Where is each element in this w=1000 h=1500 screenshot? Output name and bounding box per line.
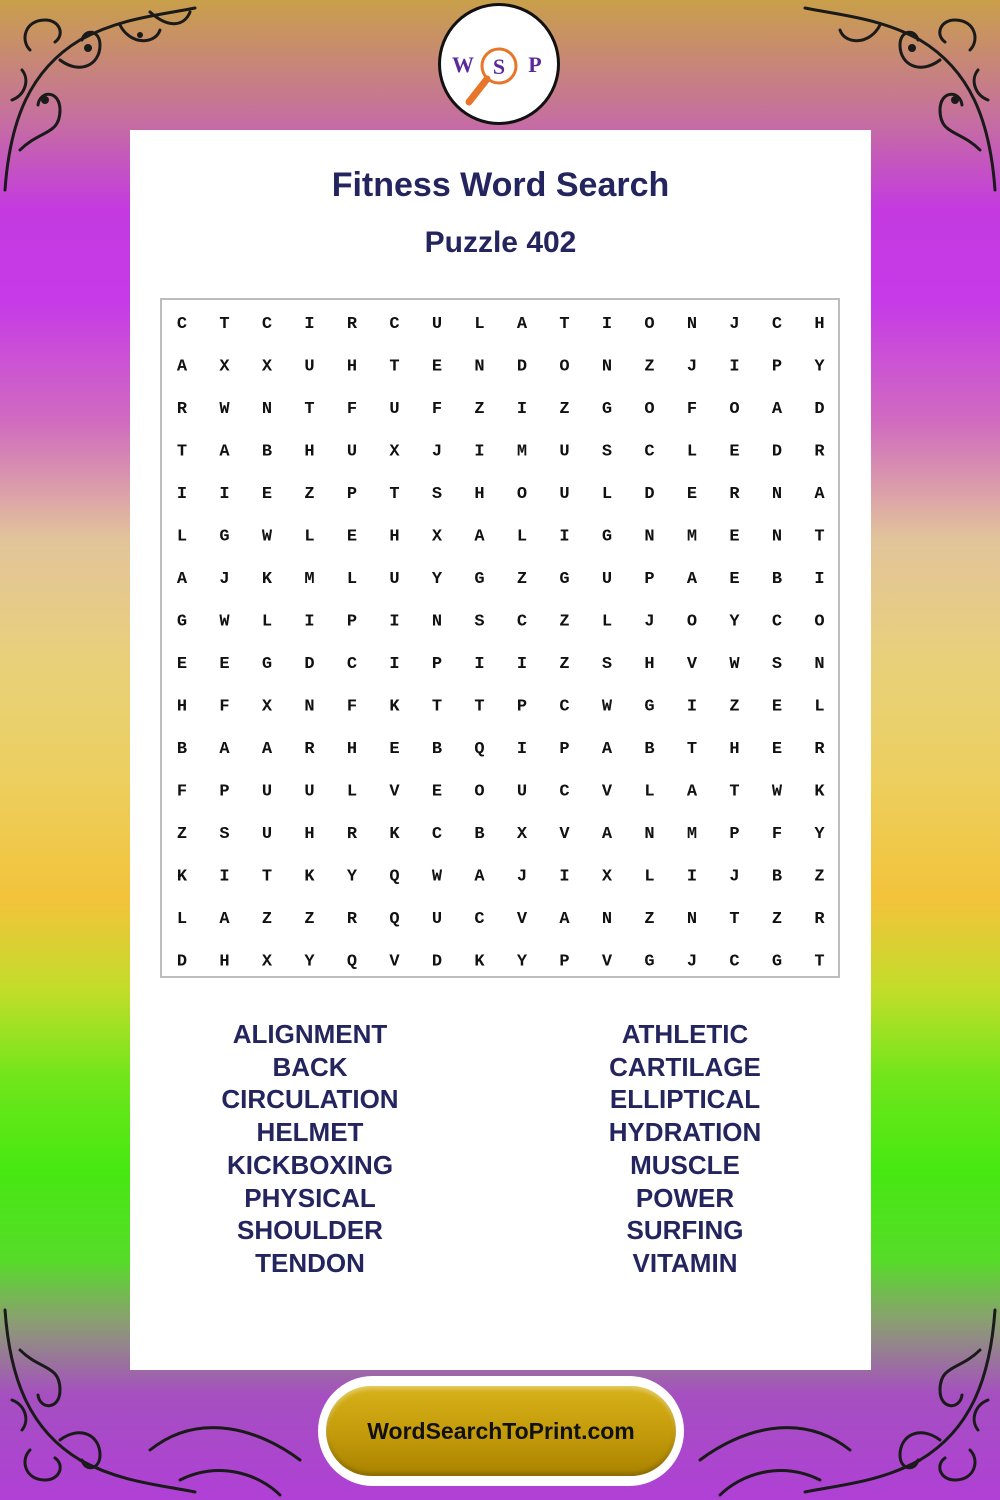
grid-letter[interactable]: E	[431, 782, 443, 802]
grid-letter[interactable]: H	[474, 485, 485, 504]
grid-letter[interactable]: L	[601, 485, 613, 504]
grid-letter[interactable]: C	[771, 612, 783, 632]
grid-letter[interactable]: W	[771, 782, 783, 802]
grid-letter[interactable]: K	[389, 697, 400, 717]
grid-letter[interactable]: G	[601, 400, 613, 419]
grid-letter[interactable]: K	[176, 867, 188, 887]
grid-letter[interactable]: P	[516, 697, 528, 717]
grid-letter[interactable]: L	[176, 527, 188, 547]
grid-letter[interactable]: S	[219, 825, 230, 844]
grid-letter[interactable]: B	[474, 825, 485, 844]
grid-letter[interactable]: G	[601, 527, 613, 547]
grid-letter[interactable]: A	[686, 782, 698, 802]
grid-letter[interactable]: L	[304, 527, 315, 547]
letter-grid	[160, 298, 840, 978]
grid-letter[interactable]: O	[644, 400, 655, 419]
word-item: CIRCULATION	[221, 1084, 399, 1115]
grid-letter[interactable]: A	[219, 910, 230, 929]
grid-letter[interactable]: F	[176, 782, 188, 802]
grid-letter[interactable]: A	[176, 570, 188, 589]
word-item: MUSCLE	[630, 1149, 740, 1180]
grid-letter[interactable]: Y	[431, 570, 443, 589]
grid-letter[interactable]: L	[644, 782, 655, 802]
grid-letter[interactable]: I	[176, 485, 188, 504]
grid-letter[interactable]: N	[814, 655, 825, 674]
grid-letter[interactable]: O	[686, 612, 698, 632]
grid-letter[interactable]: S	[431, 485, 443, 504]
grid-letter[interactable]: H	[389, 527, 400, 547]
grid-letter[interactable]: N	[431, 612, 443, 632]
grid-letter[interactable]: C	[389, 315, 400, 334]
grid-letter[interactable]: I	[729, 357, 740, 377]
grid-letter[interactable]: I	[304, 315, 315, 334]
grid-letter[interactable]: Q	[389, 867, 400, 887]
word-item: VITAMIN	[632, 1247, 738, 1278]
grid-letter[interactable]: U	[431, 315, 443, 334]
grid-letter[interactable]: H	[814, 315, 825, 334]
grid-letter[interactable]: X	[389, 442, 400, 462]
grid-letter[interactable]: P	[729, 825, 740, 844]
grid-letter[interactable]: K	[389, 825, 400, 844]
grid-letter[interactable]: V	[389, 782, 400, 802]
grid-letter[interactable]: H	[346, 357, 358, 377]
grid-letter[interactable]: T	[389, 485, 400, 504]
grid-letter[interactable]: Q	[474, 740, 485, 759]
grid-letter[interactable]: R	[814, 910, 825, 929]
word-item: ELLIPTICAL	[609, 1084, 761, 1115]
grid-letter[interactable]: U	[304, 782, 315, 802]
word-item: SURFING	[626, 1215, 744, 1246]
grid-letter[interactable]: L	[644, 867, 655, 887]
grid-letter[interactable]: K	[261, 570, 273, 589]
grid-letter[interactable]: F	[771, 825, 783, 844]
grid-letter[interactable]: T	[729, 782, 740, 802]
grid-letter[interactable]: G	[644, 697, 655, 717]
magnifier-icon	[441, 6, 557, 122]
grid-letter[interactable]: A	[686, 570, 698, 589]
grid-letter[interactable]: V	[559, 825, 570, 844]
grid-letter[interactable]: O	[516, 485, 528, 504]
grid-letter[interactable]: A	[516, 315, 528, 334]
grid-letter[interactable]: T	[431, 697, 443, 717]
grid-letter[interactable]: M	[516, 442, 528, 462]
grid-letter[interactable]: C	[559, 782, 570, 802]
grid-letter[interactable]: S	[601, 655, 613, 674]
grid-letter[interactable]: R	[814, 442, 825, 462]
grid-letter[interactable]: H	[346, 740, 358, 759]
grid-letter[interactable]: T	[814, 527, 825, 547]
grid-letter[interactable]: J	[431, 442, 443, 462]
grid-letter[interactable]: Z	[644, 910, 655, 929]
grid-letter[interactable]: Y	[346, 867, 358, 887]
grid-letter[interactable]: Z	[814, 867, 825, 887]
grid-letter[interactable]: I	[219, 867, 230, 887]
grid-letter[interactable]: D	[304, 655, 315, 674]
grid-letter[interactable]: M	[304, 570, 315, 589]
grid-letter[interactable]: N	[474, 357, 485, 377]
grid-letter[interactable]: I	[219, 485, 230, 504]
grid-letter[interactable]: V	[686, 655, 698, 674]
grid-letter[interactable]: E	[729, 570, 740, 589]
grid-letter[interactable]: J	[644, 612, 655, 632]
grid-letter[interactable]: G	[559, 570, 570, 589]
word-list-left	[130, 1018, 490, 1280]
grid-letter[interactable]: S	[474, 612, 485, 632]
grid-letter[interactable]: O	[729, 400, 740, 419]
word-item: HELMET	[256, 1117, 364, 1148]
grid-letter[interactable]: A	[601, 825, 613, 844]
logo-letter-w: W	[452, 52, 474, 77]
grid-letter[interactable]: X	[261, 952, 273, 972]
grid-letter[interactable]: N	[601, 357, 613, 377]
grid-letter[interactable]: L	[261, 612, 273, 632]
grid-letter[interactable]: G	[474, 570, 485, 589]
grid-letter[interactable]: T	[559, 315, 570, 334]
grid-letter[interactable]: G	[261, 655, 273, 674]
grid-letter[interactable]: R	[346, 910, 358, 929]
grid-letter[interactable]: C	[176, 315, 188, 334]
grid-letter[interactable]: G	[771, 952, 783, 972]
grid-letter[interactable]: P	[346, 485, 358, 504]
grid-letter[interactable]: J	[219, 570, 230, 589]
grid-letter[interactable]: B	[261, 442, 273, 462]
grid-letter[interactable]: I	[559, 527, 570, 547]
grid-letter[interactable]: I	[304, 612, 315, 632]
grid-letter[interactable]: Q	[346, 952, 358, 972]
grid-letter[interactable]: Z	[729, 697, 740, 717]
grid-letter[interactable]: N	[644, 825, 655, 844]
grid-letter[interactable]: S	[601, 442, 613, 462]
grid-letter[interactable]: A	[176, 357, 188, 377]
grid-letter[interactable]: J	[729, 315, 740, 334]
grid-letter[interactable]: U	[261, 782, 273, 802]
grid-letter[interactable]: Y	[729, 612, 740, 632]
grid-letter[interactable]: A	[261, 740, 273, 759]
grid-letter[interactable]: A	[559, 910, 570, 929]
grid-letter[interactable]: R	[346, 825, 358, 844]
grid-letter[interactable]: B	[771, 570, 783, 589]
grid-letter[interactable]: L	[601, 612, 613, 632]
grid-letter[interactable]: Z	[516, 570, 528, 589]
grid-letter[interactable]: R	[346, 315, 358, 334]
grid-letter[interactable]: R	[176, 400, 188, 419]
grid-letter[interactable]: W	[729, 655, 740, 674]
grid-letter[interactable]: T	[304, 400, 315, 419]
grid-letter[interactable]: L	[346, 782, 358, 802]
grid-letter[interactable]: Z	[644, 357, 655, 377]
wsp-logo	[438, 3, 560, 125]
grid-letter[interactable]: X	[219, 357, 230, 377]
grid-letter[interactable]: H	[304, 442, 315, 462]
grid-letter[interactable]: Z	[559, 655, 570, 674]
logo-letter-p: P	[528, 52, 542, 77]
grid-letter[interactable]: R	[729, 485, 740, 504]
grid-letter[interactable]: E	[771, 740, 783, 759]
grid-letter[interactable]: H	[644, 655, 655, 674]
grid-letter[interactable]: I	[389, 612, 400, 632]
grid-letter[interactable]: I	[814, 570, 825, 589]
grid-letter[interactable]: N	[261, 400, 273, 419]
grid-letter[interactable]: U	[261, 825, 273, 844]
grid-letter[interactable]: A	[219, 442, 230, 462]
grid-letter[interactable]: L	[176, 910, 188, 929]
grid-letter[interactable]: I	[474, 655, 485, 674]
grid-letter[interactable]: F	[346, 400, 358, 419]
grid-letter[interactable]: L	[516, 527, 528, 547]
grid-letter[interactable]: I	[601, 315, 613, 334]
grid-letter[interactable]: I	[686, 867, 698, 887]
logo-letter-s: S	[492, 54, 506, 79]
grid-letter[interactable]: N	[644, 527, 655, 547]
footer-site-label: WordSearchToPrint.com	[367, 1417, 635, 1444]
grid-letter[interactable]: J	[729, 867, 740, 887]
grid-letter[interactable]: K	[304, 867, 315, 887]
grid-letter[interactable]: U	[431, 910, 443, 929]
grid-letter[interactable]: P	[559, 740, 570, 759]
grid-letter[interactable]: T	[219, 315, 230, 334]
grid-letter[interactable]: W	[261, 527, 273, 547]
grid-letter[interactable]: W	[431, 867, 443, 887]
grid-letter[interactable]: G	[176, 612, 188, 632]
grid-letter[interactable]: T	[814, 952, 825, 972]
word-item: ALIGNMENT	[232, 1019, 388, 1049]
grid-letter[interactable]: Z	[559, 400, 570, 419]
grid-letter[interactable]: Z	[304, 910, 315, 929]
grid-letter[interactable]: E	[686, 485, 698, 504]
grid-letter[interactable]: L	[474, 315, 485, 334]
grid-letter[interactable]: W	[219, 400, 230, 419]
grid-letter[interactable]: R	[814, 740, 825, 759]
grid-letter[interactable]: Z	[559, 612, 570, 632]
grid-letter[interactable]: A	[601, 740, 613, 759]
grid-letter[interactable]: A	[474, 527, 485, 547]
grid-letter[interactable]: T	[176, 442, 188, 462]
grid-letter[interactable]: H	[729, 740, 740, 759]
grid-letter[interactable]: C	[644, 442, 655, 462]
grid-letter[interactable]: F	[686, 400, 698, 419]
grid-letter[interactable]: N	[686, 315, 698, 334]
grid-letter[interactable]: G	[644, 952, 655, 972]
grid-letter[interactable]: D	[176, 952, 188, 972]
grid-letter[interactable]: E	[219, 655, 230, 674]
grid-letter[interactable]: E	[346, 527, 358, 547]
grid-letter[interactable]: E	[431, 357, 443, 377]
word-item: POWER	[635, 1182, 735, 1213]
footer-site-button[interactable]	[326, 1386, 676, 1476]
grid-letter[interactable]: K	[814, 782, 825, 802]
grid-letter[interactable]: N	[304, 697, 315, 717]
grid-letter[interactable]: Y	[304, 952, 315, 972]
grid-letter[interactable]: D	[431, 952, 443, 972]
grid-letter[interactable]: H	[219, 952, 230, 972]
word-item: BACK	[272, 1051, 348, 1082]
grid-letter[interactable]: P	[644, 570, 655, 589]
grid-letter[interactable]: P	[346, 612, 358, 632]
grid-letter[interactable]: G	[219, 527, 230, 547]
grid-letter[interactable]: Z	[771, 910, 783, 929]
grid-letter[interactable]: J	[516, 867, 528, 887]
grid-letter[interactable]: P	[559, 952, 570, 972]
grid-letter[interactable]: J	[686, 952, 698, 972]
grid-letter[interactable]: D	[771, 442, 783, 462]
grid-letter[interactable]: E	[729, 442, 740, 462]
grid-letter[interactable]: R	[304, 740, 315, 759]
word-item: CARTILAGE	[609, 1051, 761, 1082]
grid-letter[interactable]: C	[261, 315, 273, 334]
grid-letter[interactable]: C	[771, 315, 783, 334]
word-item: SHOULDER	[237, 1215, 383, 1246]
grid-letter[interactable]: T	[729, 910, 740, 929]
grid-letter[interactable]: X	[261, 357, 273, 377]
grid-letter[interactable]: B	[176, 740, 188, 759]
grid-letter[interactable]: V	[516, 910, 528, 929]
grid-letter[interactable]: C	[559, 697, 570, 717]
word-item: KICKBOXING	[226, 1149, 394, 1180]
grid-letter[interactable]: O	[644, 315, 655, 334]
grid-letter[interactable]: F	[219, 697, 230, 717]
grid-letter[interactable]: A	[771, 400, 783, 419]
grid-letter[interactable]: Z	[474, 400, 485, 419]
grid-letter[interactable]: F	[346, 697, 358, 717]
grid-letter[interactable]: W	[601, 697, 613, 717]
grid-letter[interactable]: P	[771, 357, 783, 377]
grid-letter[interactable]: N	[686, 910, 698, 929]
footer-site-badge[interactable]	[318, 1376, 684, 1486]
grid-letter[interactable]: N	[771, 527, 783, 547]
word-item: ATHLETIC	[621, 1019, 749, 1049]
grid-letter[interactable]: P	[219, 782, 230, 802]
grid-letter[interactable]: U	[516, 782, 528, 802]
grid-letter[interactable]: E	[771, 697, 783, 717]
grid-letter[interactable]: Z	[261, 910, 273, 929]
grid-letter[interactable]: L	[346, 570, 358, 589]
grid-letter[interactable]: C	[431, 825, 443, 844]
grid-letter[interactable]: A	[474, 867, 485, 887]
grid-letter[interactable]: T	[261, 867, 273, 887]
grid-letter[interactable]: E	[261, 485, 273, 504]
grid-letter[interactable]: I	[686, 697, 698, 717]
puzzle-card	[130, 130, 871, 1370]
grid-letter[interactable]: V	[601, 782, 613, 802]
grid-letter[interactable]: B	[431, 740, 443, 759]
word-item: PHYSICAL	[244, 1182, 376, 1213]
grid-letter[interactable]: Y	[814, 825, 825, 844]
grid-letter[interactable]: U	[559, 442, 570, 462]
grid-letter[interactable]: X	[601, 867, 613, 887]
grid-letter[interactable]: I	[516, 740, 528, 759]
grid-letter[interactable]: N	[771, 485, 783, 504]
grid-letter[interactable]: A	[219, 740, 230, 759]
grid-letter[interactable]: D	[644, 485, 655, 504]
grid-letter[interactable]: Z	[176, 825, 188, 844]
grid-letter[interactable]: I	[474, 442, 485, 462]
grid-letter[interactable]: M	[686, 825, 698, 844]
grid-letter[interactable]: A	[814, 485, 825, 504]
grid-letter[interactable]: I	[559, 867, 570, 887]
grid-letter[interactable]: H	[176, 697, 188, 717]
grid-letter[interactable]: O	[474, 782, 485, 802]
grid-letter[interactable]: V	[601, 952, 613, 972]
grid-letter[interactable]: H	[304, 825, 315, 844]
word-item: HYDRATION	[608, 1117, 762, 1148]
grid-letter[interactable]: Y	[516, 952, 528, 972]
grid-letter[interactable]: S	[771, 655, 783, 674]
grid-letter[interactable]: E	[389, 740, 400, 759]
grid-letter[interactable]: T	[389, 357, 400, 377]
grid-letter[interactable]: J	[686, 357, 698, 377]
grid-letter[interactable]: W	[219, 612, 230, 632]
grid-letter[interactable]: I	[516, 400, 528, 419]
grid-letter[interactable]: K	[474, 952, 485, 972]
grid-letter[interactable]: X	[261, 697, 273, 717]
grid-letter[interactable]: Z	[304, 485, 315, 504]
grid-letter[interactable]: U	[304, 357, 315, 377]
grid-letter[interactable]: X	[516, 825, 528, 844]
grid-letter[interactable]: C	[729, 952, 740, 972]
grid-letter[interactable]: X	[431, 527, 443, 547]
grid-letter[interactable]: U	[389, 400, 400, 419]
grid-letter[interactable]: Q	[389, 910, 400, 929]
grid-letter[interactable]: P	[431, 655, 443, 674]
grid-letter[interactable]: D	[814, 400, 825, 419]
grid-letter[interactable]: E	[176, 655, 188, 674]
grid-letter[interactable]: L	[814, 697, 825, 717]
puzzle-number: Puzzle 402	[424, 226, 577, 259]
grid-letter[interactable]: L	[686, 442, 698, 462]
grid-letter[interactable]: M	[686, 527, 698, 547]
grid-letter[interactable]: I	[516, 655, 528, 674]
grid-letter[interactable]: U	[389, 570, 400, 589]
grid-letter[interactable]: F	[431, 400, 443, 419]
grid-letter[interactable]: C	[474, 910, 485, 929]
word-item: TENDON	[255, 1247, 365, 1278]
grid-letter[interactable]: U	[559, 485, 570, 504]
grid-letter[interactable]: D	[516, 357, 528, 377]
grid-letter[interactable]: O	[814, 612, 825, 632]
grid-letter[interactable]: B	[771, 867, 783, 887]
grid-letter[interactable]: Y	[814, 357, 825, 377]
grid-letter[interactable]: B	[644, 740, 655, 759]
grid-letter[interactable]: T	[686, 740, 698, 759]
page-title: Fitness Word Search	[331, 166, 670, 204]
letter-grid-canvas	[162, 300, 838, 976]
grid-letter[interactable]: U	[601, 570, 613, 589]
word-list-right	[505, 1018, 865, 1280]
grid-letter[interactable]: C	[346, 655, 358, 674]
grid-letter[interactable]: C	[516, 612, 528, 632]
grid-letter[interactable]: N	[601, 910, 613, 929]
grid-letter[interactable]: T	[474, 697, 485, 717]
grid-letter[interactable]: U	[346, 442, 358, 462]
grid-letter[interactable]: V	[389, 952, 400, 972]
grid-letter[interactable]: O	[559, 357, 570, 377]
grid-letter[interactable]: E	[729, 527, 740, 547]
grid-letter[interactable]: I	[389, 655, 400, 674]
